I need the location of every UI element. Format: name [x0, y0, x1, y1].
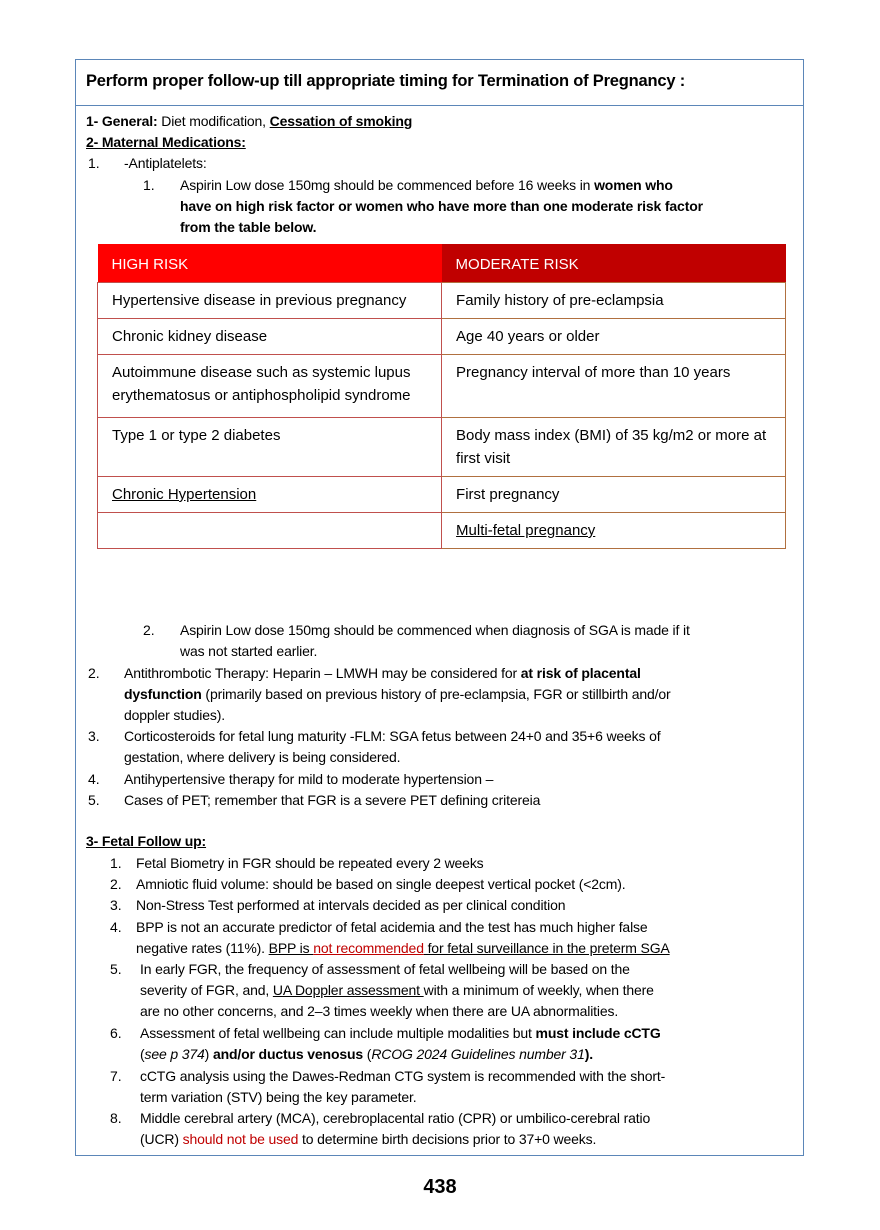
moderate-risk-cell: Multi-fetal pregnancy — [442, 513, 786, 549]
fetal-item-6-line1: Assessment of fetal wellbeing can include multiple modalities but must include cCTG — [140, 1025, 661, 1041]
antithrombotic-line2: dysfunction (primarily based on previous history of pre-eclampsia, FGR or stillbirth and/or — [124, 686, 671, 702]
high-risk-cell: Hypertensive disease in previous pregnancy — [98, 283, 442, 319]
fetal-item-3: Non-Stress Test performed at intervals decided as per clinical condition — [136, 897, 566, 913]
fetal-item-4-line2: negative rates (11%). BPP is not recommended for fetal surveillance in the preterm SGA — [136, 940, 670, 956]
moderate-risk-cell: Age 40 years or older — [442, 319, 786, 355]
list-number: 7. — [110, 1068, 122, 1084]
high-risk-cell: Chronic kidney disease — [98, 319, 442, 355]
fetal-item-8-line2: (UCR) should not be used to determine birth decisions prior to 37+0 weeks. — [140, 1131, 597, 1147]
antithrombotic-line1: Antithrombotic Therapy: Heparin – LMWH may be considered for at risk of placental — [124, 665, 641, 681]
table-row — [98, 513, 786, 549]
moderate-risk-cell: First pregnancy — [442, 477, 786, 513]
general-text: Diet modification, — [157, 113, 270, 129]
antihypertensive-line: Antihypertensive therapy for mild to moderate hypertension – — [124, 771, 494, 787]
list-number: 5. — [110, 961, 122, 977]
high-risk-cell: Autoimmune disease such as systemic lupus erythematosus or antiphospholipid syndrome — [98, 355, 442, 418]
antiplatelets-label: -Antiplatelets: — [124, 155, 207, 171]
page-title: Perform proper follow-up till appropriate timing for Termination of Pregnancy : — [86, 72, 686, 90]
list-number: 2. — [88, 665, 100, 681]
table-row — [98, 477, 786, 513]
aspirin1-line3: from the table below. — [180, 219, 317, 235]
list-number: 2. — [143, 622, 155, 638]
table-row — [98, 418, 786, 477]
list-number: 8. — [110, 1110, 122, 1126]
corticosteroids-line1: Corticosteroids for fetal lung maturity -FLM: SGA fetus between 24+0 and 35+6 weeks of — [124, 728, 661, 744]
list-number: 4. — [110, 919, 122, 935]
list-number: 6. — [110, 1025, 122, 1041]
risk-factor-table — [97, 244, 786, 549]
title-row — [76, 60, 803, 106]
fetal-item-5-line2: severity of FGR, and, UA Doppler assessment with a minimum of weekly, when there — [140, 982, 654, 998]
list-number: 1. — [110, 855, 122, 871]
fetal-item-2: Amniotic fluid volume: should be based on single deepest vertical pocket (<2cm). — [136, 876, 626, 892]
list-number: 2. — [110, 876, 122, 892]
list-number: 3. — [110, 897, 122, 913]
fetal-item-7-line1: cCTG analysis using the Dawes-Redman CTG system is recommended with the short- — [140, 1068, 666, 1084]
aspirin2-line1: Aspirin Low dose 150mg should be commenced when diagnosis of SGA is made if it — [180, 622, 690, 638]
list-number: 1. — [143, 177, 155, 193]
moderate-risk-cell: Family history of pre-eclampsia — [442, 283, 786, 319]
cessation-smoking: Cessation of smoking — [269, 113, 413, 129]
list-number: 1. — [88, 155, 100, 171]
fetal-item-8-line1: Middle cerebral artery (MCA), cerebroplacental ratio (CPR) or umbilico-cerebral ratio — [140, 1110, 651, 1126]
high-risk-cell — [98, 513, 442, 549]
corticosteroids-line2: gestation, where delivery is being considered. — [124, 749, 401, 765]
high-risk-cell: Chronic Hypertension — [98, 477, 442, 513]
header-moderate-risk: MODERATE RISK — [442, 244, 786, 283]
antithrombotic-line3: doppler studies). — [124, 707, 225, 723]
fetal-item-5-line1: In early FGR, the frequency of assessment of fetal wellbeing will be based on the — [140, 961, 630, 977]
list-number: 5. — [88, 792, 100, 808]
page-number: 438 — [423, 1176, 457, 1198]
aspirin1-line1: Aspirin Low dose 150mg should be commenced before 16 weeks in women who — [180, 177, 673, 193]
fetal-item-4-line1: BPP is not an accurate predictor of fetal acidemia and the test has much higher false — [136, 919, 648, 935]
maternal-heading: 2- Maternal Medications: — [86, 134, 246, 150]
high-risk-cell: Type 1 or type 2 diabetes — [98, 418, 442, 477]
list-number: 4. — [88, 771, 100, 787]
general-line — [86, 111, 412, 132]
list-number: 3. — [88, 728, 100, 744]
general-label: 1- General: — [86, 113, 158, 129]
fetal-item-6-line2: (see p 374) and/or ductus venosus (RCOG 2024 Guidelines number 31). — [140, 1046, 593, 1062]
table-row — [98, 355, 786, 418]
table-row — [98, 283, 786, 319]
table-header-row — [98, 244, 786, 283]
header-high-risk: HIGH RISK — [98, 244, 442, 283]
fetal-item-1: Fetal Biometry in FGR should be repeated every 2 weeks — [136, 855, 484, 871]
moderate-risk-cell: Pregnancy interval of more than 10 years — [442, 355, 786, 418]
aspirin2-line2: was not started earlier. — [180, 643, 318, 659]
pet-line: Cases of PET; remember that FGR is a severe PET defining critereia — [124, 792, 541, 808]
fetal-item-7-line2: term variation (STV) being the key parameter. — [140, 1089, 417, 1105]
fetal-heading: 3- Fetal Follow up: — [86, 833, 207, 849]
aspirin1-line2: have on high risk factor or women who have more than one moderate risk factor — [180, 198, 703, 214]
table-row — [98, 319, 786, 355]
fetal-item-5-line3: are no other concerns, and 2–3 times weekly when there are UA abnormalities. — [140, 1003, 619, 1019]
moderate-risk-cell: Body mass index (BMI) of 35 kg/m2 or more at first visit — [442, 418, 786, 477]
